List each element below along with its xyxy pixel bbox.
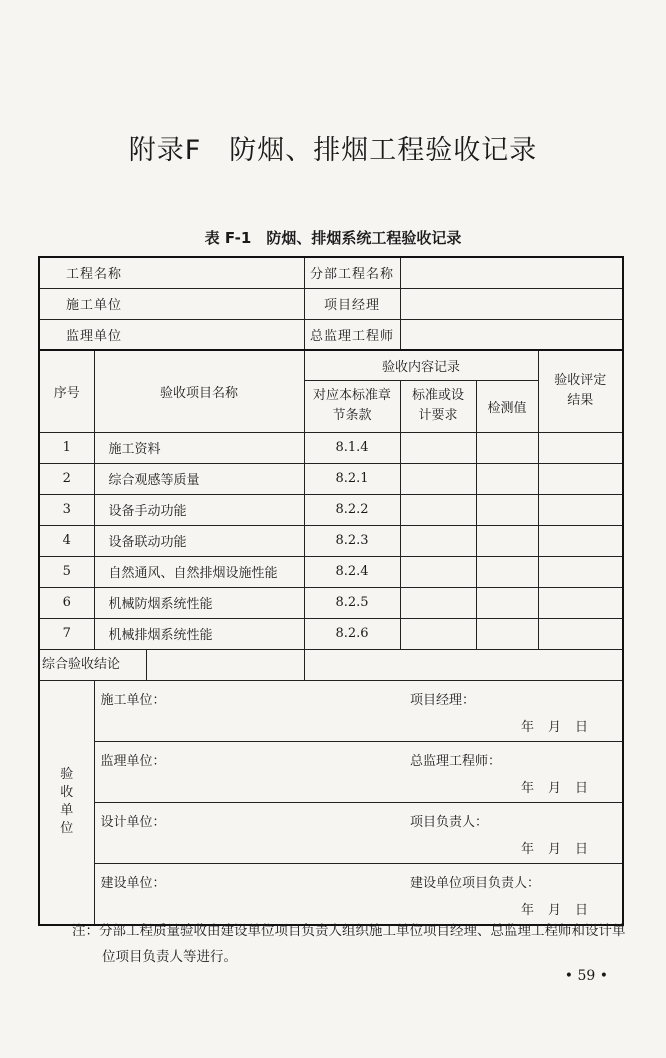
acceptance-date: 年月日	[521, 841, 603, 857]
item-name: 机械防烟系统性能	[94, 587, 304, 618]
item-seq: 3	[39, 494, 94, 525]
acceptance-person-cell	[400, 680, 623, 741]
acceptance-row	[39, 741, 623, 802]
item-clause: 8.2.4	[304, 556, 400, 587]
info-label-project-manager: 项目经理	[304, 288, 400, 319]
acceptance-unit-label: 设计单位：	[100, 814, 166, 830]
item-result	[538, 556, 623, 587]
item-seq: 7	[39, 618, 94, 649]
col-clause-header	[304, 380, 400, 432]
acceptance-person-label: 建设单位项目负责人：	[410, 875, 541, 891]
item-result	[538, 432, 623, 463]
item-measured	[476, 432, 538, 463]
item-seq: 4	[39, 525, 94, 556]
table-row	[39, 618, 623, 649]
item-name: 施工资料	[94, 432, 304, 463]
item-standard	[400, 556, 476, 587]
item-result	[538, 525, 623, 556]
col-clause-header-text: 对应本标准章节条款	[312, 388, 391, 423]
conclusion-cell	[39, 649, 304, 680]
item-measured	[476, 494, 538, 525]
item-result	[538, 618, 623, 649]
page-title: 附录F 防烟、排烟工程验收记录	[128, 135, 538, 166]
item-result	[538, 463, 623, 494]
item-clause: 8.2.6	[304, 618, 400, 649]
item-standard	[400, 525, 476, 556]
acceptance-date: 年月日	[521, 902, 603, 918]
conclusion-row	[39, 649, 623, 680]
acceptance-row	[39, 802, 623, 863]
info-label-construction-unit: 施工单位	[65, 298, 122, 313]
item-name: 机械排烟系统性能	[94, 618, 304, 649]
item-standard	[400, 494, 476, 525]
col-result-header	[538, 350, 623, 432]
item-result	[538, 494, 623, 525]
item-clause: 8.2.2	[304, 494, 400, 525]
acceptance-row	[39, 680, 623, 741]
item-measured	[476, 525, 538, 556]
column-header-row	[39, 350, 623, 380]
acceptance-person-label: 总监理工程师：	[410, 753, 502, 769]
table-caption: 表 F-1 防烟、排烟系统工程验收记录	[204, 229, 462, 247]
item-name: 综合观感等质量	[94, 463, 304, 494]
acceptance-unit-cell	[94, 680, 400, 741]
info-left-cell	[39, 257, 304, 288]
info-value-cell	[400, 319, 623, 350]
info-label-project-name: 工程名称	[65, 267, 122, 283]
info-label-subproject: 分部工程名称	[304, 257, 400, 288]
info-row	[39, 257, 623, 288]
table-row	[39, 556, 623, 587]
info-value-cell	[400, 288, 623, 319]
footnote	[72, 918, 632, 970]
item-clause: 8.2.5	[304, 587, 400, 618]
acceptance-side-label: 验收单位	[60, 767, 74, 836]
acceptance-row	[39, 863, 623, 925]
item-clause: 8.2.1	[304, 463, 400, 494]
table-row	[39, 463, 623, 494]
acceptance-side-label-cell	[39, 680, 94, 925]
info-label-supervision-unit: 监理单位	[65, 328, 122, 344]
item-name: 自然通风、自然排烟设施性能	[94, 556, 304, 587]
info-row	[39, 288, 623, 319]
acceptance-date: 年月日	[521, 780, 603, 796]
page-number: • 59 •	[564, 968, 608, 984]
acceptance-unit-label: 施工单位：	[100, 692, 166, 708]
col-seq-header: 序号	[39, 350, 94, 432]
item-measured	[476, 556, 538, 587]
acceptance-unit-cell	[94, 741, 400, 802]
item-name: 设备手动功能	[94, 494, 304, 525]
item-name: 设备联动功能	[94, 525, 304, 556]
item-seq: 2	[39, 463, 94, 494]
item-measured	[476, 463, 538, 494]
table-row	[39, 525, 623, 556]
acceptance-person-label: 项目经理：	[410, 692, 476, 708]
item-standard	[400, 463, 476, 494]
info-row	[39, 319, 623, 350]
conclusion-value	[304, 649, 623, 680]
acceptance-unit-cell	[94, 802, 400, 863]
col-measured-header: 检测值	[476, 380, 538, 432]
item-seq: 5	[39, 556, 94, 587]
item-clause: 8.1.4	[304, 432, 400, 463]
item-standard	[400, 432, 476, 463]
table-row	[39, 587, 623, 618]
acceptance-person-cell	[400, 741, 623, 802]
acceptance-date: 年月日	[521, 719, 603, 735]
info-value-cell	[400, 257, 623, 288]
col-content-group-header: 验收内容记录	[304, 350, 538, 380]
footnote-text: 注：分部工程质量验收由建设单位项目负责人组织施工单位项目经理、总监理工程师和设计单位项目负责人等进行。	[72, 923, 626, 965]
acceptance-unit-label: 建设单位：	[100, 875, 166, 891]
item-measured	[476, 587, 538, 618]
acceptance-person-cell	[400, 863, 623, 925]
acceptance-record-table	[38, 256, 624, 926]
table-row	[39, 432, 623, 463]
item-clause: 8.2.3	[304, 525, 400, 556]
acceptance-person-label: 项目负责人：	[410, 814, 489, 830]
col-standard-header	[400, 380, 476, 432]
info-left-cell	[39, 319, 304, 350]
item-seq: 6	[39, 587, 94, 618]
info-left-cell	[39, 288, 304, 319]
item-seq: 1	[39, 432, 94, 463]
conclusion-label: 综合验收结论	[40, 650, 147, 680]
item-result	[538, 587, 623, 618]
col-item-name-header: 验收项目名称	[94, 350, 304, 432]
info-label-chief-supervisor: 总监理工程师	[304, 319, 400, 350]
item-measured	[476, 618, 538, 649]
acceptance-person-cell	[400, 802, 623, 863]
col-standard-header-text: 标准或设计要求	[411, 388, 464, 423]
acceptance-unit-cell	[94, 863, 400, 925]
table-row	[39, 494, 623, 525]
item-standard	[400, 587, 476, 618]
col-result-header-text: 验收评定结果	[554, 373, 607, 409]
item-standard	[400, 618, 476, 649]
acceptance-unit-label: 监理单位：	[100, 753, 166, 769]
